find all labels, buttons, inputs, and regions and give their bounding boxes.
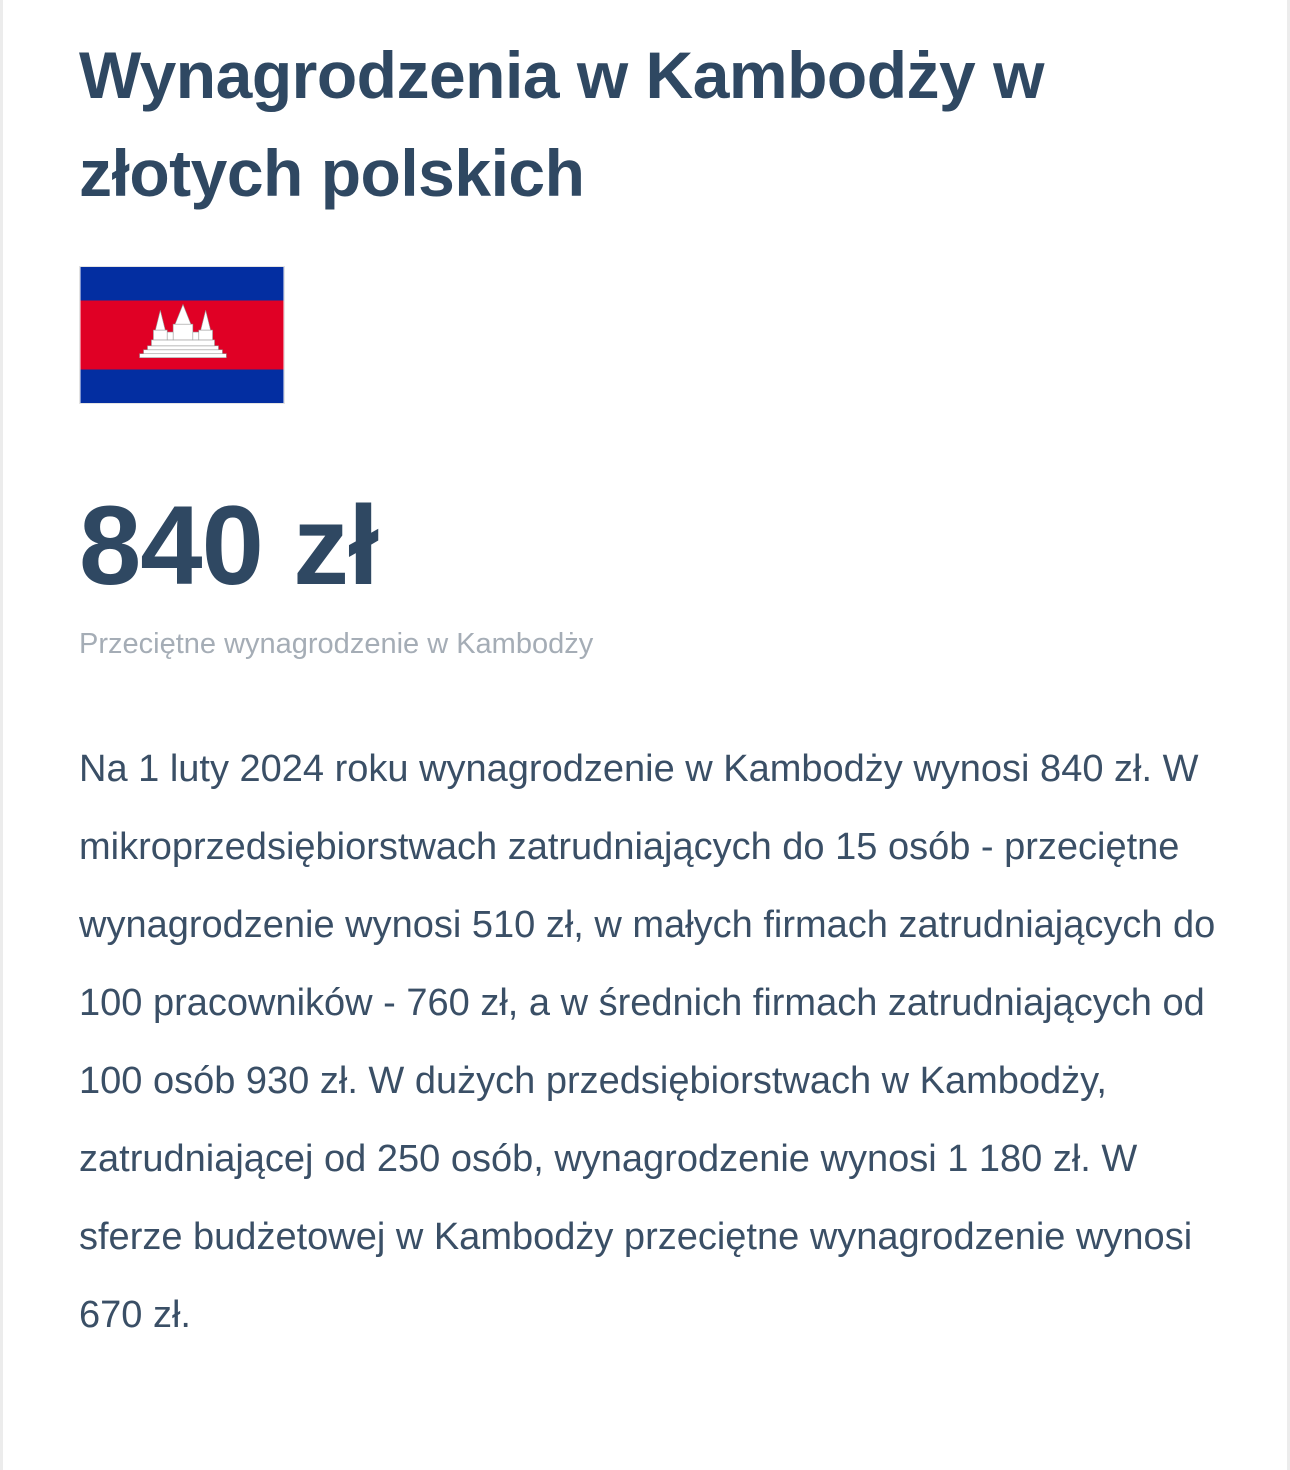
salary-description: Na 1 luty 2024 roku wynagrodzenie w Kambodży wynosi 840 zł. W mikroprzedsiębiorstwach zatrudniających do 15 osób - przeciętne wynagrodzenie wynosi 510 zł, w małych firmach zatrudniających do 100 pracowników - 760 zł, a w średnich firmach zatrudniających od 100 osób 930 zł. W dużych przedsiębiorstwach w Kambodży, zatrudniającej od 250 osób, wynagrodzenie wynosi 1 180 zł. W sferze budżetowej w Kambodży przeciętne wynagrodzenie wynosi 670 zł. xyxy=(79,748,1216,1336)
page-edge-left xyxy=(0,0,3,1470)
average-salary-caption: Przeciętne wynagrodzenie w Kambodży xyxy=(79,628,594,660)
flag-graphic xyxy=(80,267,284,403)
average-salary-amount: 840 zł xyxy=(79,483,379,608)
salary-card xyxy=(79,26,1219,1336)
page-title: Wynagrodzenia w Kambodży w złotych polskich xyxy=(79,38,1044,210)
cambodia-flag-icon xyxy=(79,266,285,404)
